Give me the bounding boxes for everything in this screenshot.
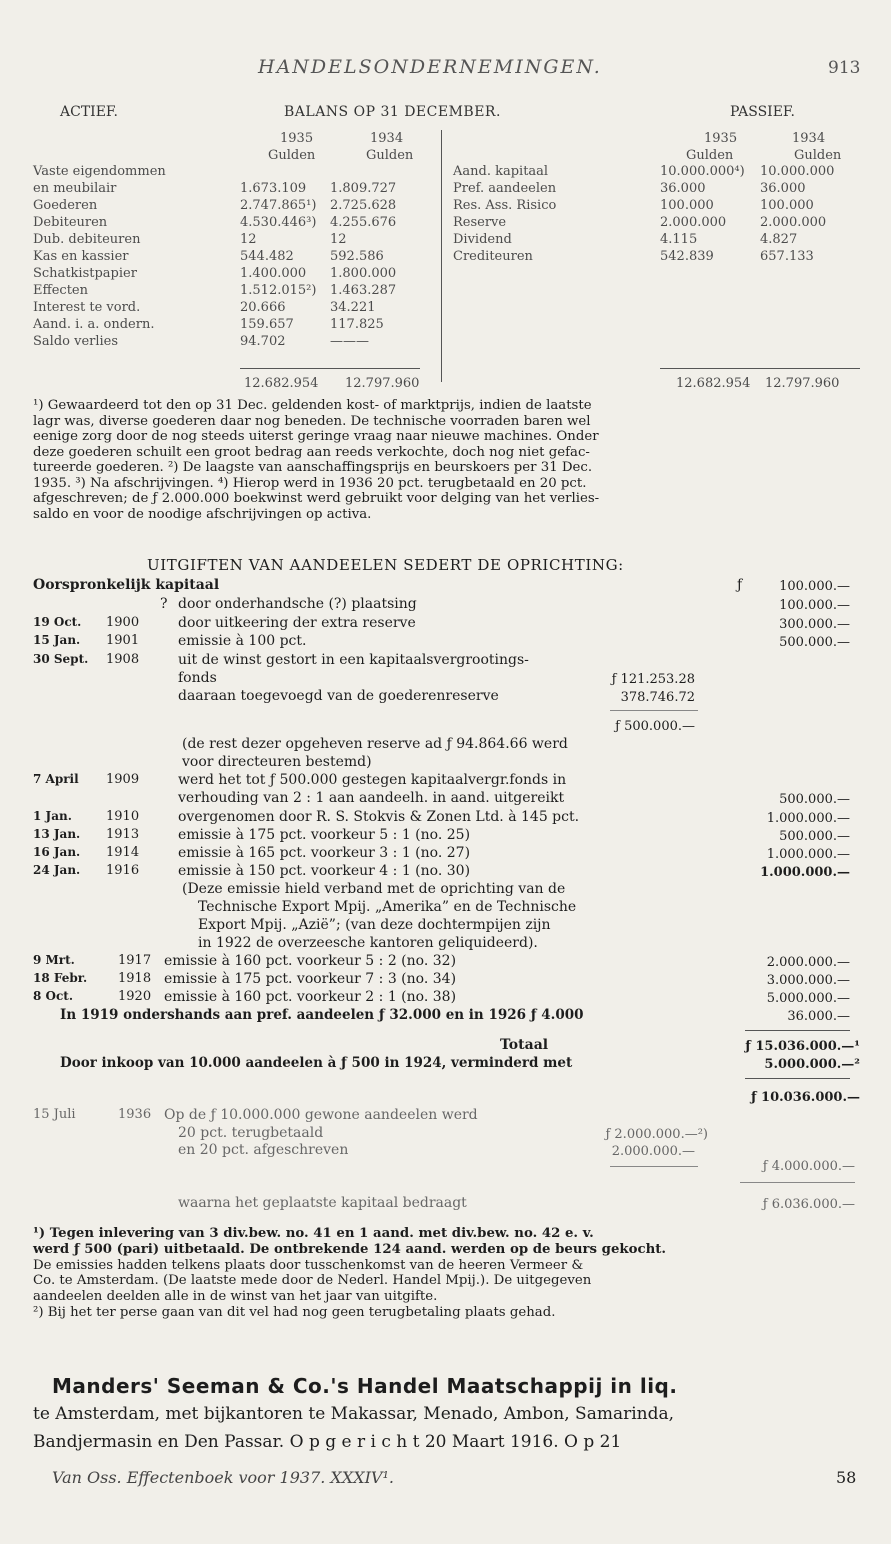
issue-text: emissie à 150 pct. voorkeur 4 : 1 (no. 30) (178, 863, 471, 879)
issue-date: 18 Febr. (33, 971, 88, 985)
issue-date: 8 Oct. (33, 989, 74, 1003)
paren-line: in 1922 de overzeesche kantoren geliquideerd). (198, 935, 538, 951)
note-line: aandeelen deelden alle in de winst van het jaar van uitgifte. (33, 1289, 438, 1305)
totals-rule-left (240, 368, 420, 369)
issue-text: emissie à 175 pct. voorkeur 5 : 1 (no. 25) (178, 827, 471, 843)
issue-year: 1920 (118, 989, 152, 1004)
pref-line: In 1919 ondershands aan pref. aandeelen ƒ 32.000 en in 1926 ƒ 4.000 (60, 1007, 584, 1023)
total-left-1934: 12.797.960 (345, 376, 420, 391)
note-line: werd ƒ 500 (pari) uitbetaald. De ontbrekende 124 aand. werden op de beurs gekocht. (33, 1241, 667, 1257)
issue-amount: 5.000.000.— (766, 991, 850, 1006)
juli-rule (610, 1166, 698, 1167)
issue-text: uit de winst gestort in een kapitaalsvergrootings- (178, 652, 529, 668)
issue-year: 1910 (106, 809, 140, 824)
issue-year: 1916 (106, 863, 140, 878)
paren-line: Export Mpij. „Azië”; (van deze dochtermpijen zijn (198, 917, 551, 933)
asset-1935: 159.657 (240, 317, 294, 332)
liability-1934: 4.827 (760, 232, 798, 247)
juli-line: Op de ƒ 10.000.000 gewone aandeelen werd (164, 1107, 478, 1123)
after-inkoop-amount: ƒ 10.036.000.— (750, 1090, 860, 1105)
year-1935-left: 1935 (280, 131, 314, 146)
paren-line: Technische Export Mpij. „Amerika” en de Technische (198, 899, 577, 915)
asset-1934: 1.800.000 (330, 266, 397, 281)
juli-date: 15 Juli (33, 1107, 76, 1122)
issue-year: 1917 (118, 953, 152, 968)
asset-1934: 12 (330, 232, 347, 247)
currency-left-1: Gulden (268, 148, 316, 163)
issue-date: 24 Jan. (33, 863, 81, 877)
company-line: Bandjermasin en Den Passar. O p g e r i c h t 20 Maart 1916. O p 21 (33, 1432, 622, 1452)
actief-label: ACTIEF. (60, 104, 118, 120)
note-line: eenige zorg door de nog steeds uiterst geringe vraag naar nieuwe machines. Onder (33, 429, 599, 444)
footer-source: Van Oss. Effectenboek voor 1937. XXXIV¹. (52, 1468, 394, 1487)
note-line: 1935. ³) Na afschrijvingen. ⁴) Hierop werd in 1936 20 pct. terugbetaald en 20 pct. (33, 475, 587, 491)
asset-1935: 1.400.000 (240, 266, 307, 281)
issue-amount: 500.000.— (779, 829, 850, 844)
total-right-1935: 12.682.954 (676, 376, 751, 391)
year-1935-right: 1935 (704, 131, 738, 146)
note-line: afgeschreven; de ƒ 2.000.000 boekwinst werd gebruikt voor delging van het verlies- (33, 491, 600, 506)
liability-1934: 36.000 (760, 181, 806, 196)
issue-text: emissie à 165 pct. voorkeur 3 : 1 (no. 27) (178, 845, 471, 861)
issue-text: emissie à 160 pct. voorkeur 2 : 1 (no. 38) (164, 989, 457, 1005)
asset-1934: 4.255.676 (330, 215, 397, 230)
balance-divider (441, 130, 442, 382)
juli-year: 1936 (118, 1107, 152, 1122)
note-line: ¹) Tegen inlevering van 3 div.bew. no. 41 en 1 aand. met div.bew. no. 42 e. v. (33, 1226, 594, 1241)
juli-amount-1: ƒ 2.000.000.—²) (605, 1127, 708, 1142)
note-line: ²) Bij het ter perse gaan van dit vel had nog geen terugbetaling plaats gehad. (33, 1304, 556, 1320)
inkoop-line: Door inkoop van 10.000 aandeelen à ƒ 500 in 1924, verminderd met (60, 1055, 573, 1071)
liability-label: Res. Ass. Risico (453, 198, 557, 213)
issue-amount: 100.000.— (779, 579, 850, 594)
note-line: Co. te Amsterdam. (De laatste mede door de Nederl. Handel Mpij.). De uitgegeven (33, 1273, 592, 1289)
issues-footnotes (33, 1226, 861, 1321)
note-line: lagr was, diverse goederen daar nog beneden. De technische voorraden baren wel (33, 413, 591, 429)
asset-1935: 94.702 (240, 334, 286, 349)
asset-1935: 4.530.446³) (240, 215, 317, 230)
fonds-line: fonds (178, 670, 217, 686)
liability-label: Reserve (453, 215, 507, 230)
paren-line: (Deze emissie hield verband met de oprichting van de (182, 881, 566, 897)
asset-1934: 117.825 (330, 317, 384, 332)
issue-year: 1918 (118, 971, 152, 986)
liability-label: Dividend (453, 232, 512, 247)
liability-label: Aand. kapitaal (453, 164, 549, 179)
issue-amount: 1.000.000.— (760, 865, 850, 880)
note-line: De emissies hadden telkens plaats door tusschenkomst van de heeren Vermeer & (33, 1257, 584, 1273)
liability-label: Pref. aandeelen (453, 181, 557, 196)
issue-fl: ƒ (737, 577, 743, 593)
fonds-amount: ƒ 121.253.28 (611, 672, 695, 687)
asset-label: Interest te vord. (33, 300, 141, 315)
juli-line: en 20 pct. afgeschreven (178, 1142, 349, 1158)
asset-1935: 1.673.109 (240, 181, 307, 196)
asset-label: Vaste eigendommen (33, 164, 166, 179)
juli-amount-2: 2.000.000.— (611, 1144, 695, 1159)
asset-1935: 544.482 (240, 249, 294, 264)
asset-1934: 1.809.727 (330, 181, 397, 196)
issue-text: overgenomen door R. S. Stokvis & Zonen Ltd. à 145 pct. (178, 809, 580, 825)
issue-text: emissie à 160 pct. voorkeur 5 : 2 (no. 32) (164, 953, 457, 969)
final-rule (740, 1182, 855, 1183)
issue-date: 13 Jan. (33, 827, 81, 841)
asset-1934: 34.221 (330, 300, 376, 315)
asset-label: Saldo verlies (33, 334, 119, 349)
totaal-label: Totaal (500, 1037, 549, 1053)
footer-page: 58 (836, 1468, 857, 1487)
subtotal-rule (610, 710, 698, 711)
issue-date: 19 Oct. (33, 615, 82, 629)
liability-1934: 2.000.000 (760, 215, 827, 230)
page-number: 913 (828, 58, 861, 78)
inkoop-amount: 5.000.000.—² (764, 1057, 860, 1072)
liability-1935: 36.000 (660, 181, 706, 196)
issue-text: Oorspronkelijk kapitaal (33, 577, 220, 593)
rest-line: (de rest dezer opgeheven reserve ad ƒ 94.864.66 werd (182, 736, 568, 752)
reserve-amount: 378.746.72 (620, 690, 695, 705)
final-amount: ƒ 6.036.000.— (762, 1197, 855, 1212)
final-line: waarna het geplaatste kapitaal bedraagt (178, 1195, 467, 1211)
company-name: Manders' Seeman & Co.'s Handel Maatschappij in liq. (52, 1374, 678, 1398)
liability-1935: 10.000.000⁴) (660, 164, 745, 179)
asset-1934: 1.463.287 (330, 283, 397, 298)
issue-date: 30 Sept. (33, 652, 89, 666)
asset-label: Kas en kassier (33, 249, 129, 264)
juli-line: 20 pct. terugbetaald (178, 1125, 324, 1141)
asset-1935: 2.747.865¹) (240, 198, 317, 213)
issue-amount: 300.000.— (779, 617, 850, 632)
asset-label: Goederen (33, 198, 98, 213)
asset-1935: 1.512.015²) (240, 283, 317, 298)
issue-year: 1909 (106, 772, 140, 787)
asset-label: Debiteuren (33, 215, 108, 230)
balance-title: BALANS OP 31 DECEMBER. (284, 104, 501, 120)
passief-label: PASSIEF. (730, 104, 795, 120)
liability-1934: 100.000 (760, 198, 814, 213)
currency-right-2: Gulden (794, 148, 842, 163)
issue-date: 7 April (33, 772, 79, 786)
total-right-1934: 12.797.960 (765, 376, 840, 391)
liability-1935: 542.839 (660, 249, 714, 264)
issue-date: 1 Jan. (33, 809, 72, 823)
balance-footnotes (33, 398, 861, 522)
asset-label: Schatkistpapier (33, 266, 137, 281)
issue-amount: 2.000.000.— (766, 955, 850, 970)
issue-year: 1914 (106, 845, 140, 860)
liability-1935: 2.000.000 (660, 215, 727, 230)
liability-1934: 657.133 (760, 249, 814, 264)
issue-year: 1908 (106, 652, 140, 667)
april-amount: 500.000.— (779, 792, 850, 807)
asset-1935: 20.666 (240, 300, 286, 315)
totaal-rule (745, 1030, 850, 1031)
issue-date: 9 Mrt. (33, 953, 75, 967)
note-line: saldo en voor de noodige afschrijvingen op activa. (33, 506, 372, 522)
issue-year: 1913 (106, 827, 140, 842)
asset-1934: ——— (330, 334, 369, 349)
issue-date: 15 Jan. (33, 633, 81, 647)
asset-label: Effecten (33, 283, 88, 298)
subtotal-amount: ƒ 500.000.— (615, 719, 695, 734)
issue-amount: 1.000.000.— (766, 847, 850, 862)
reserve-line: daaraan toegevoegd van de goederenreserve (178, 688, 499, 704)
issue-text: emissie à 175 pct. voorkeur 7 : 3 (no. 34) (164, 971, 457, 987)
issue-amount: 1.000.000.— (766, 811, 850, 826)
asset-1934: 592.586 (330, 249, 384, 264)
company-line: te Amsterdam, met bijkantoren te Makassar, Menado, Ambon, Samarinda, (33, 1404, 675, 1424)
issue-amount: 3.000.000.— (766, 973, 850, 988)
rest-line: voor directeuren bestemd) (182, 754, 372, 770)
issue-year: ? (160, 596, 168, 612)
note-line: deze goederen schuilt een groot bedrag aan reeds verkochte, doch nog niet gefac- (33, 444, 590, 460)
running-header: HANDELSONDERNEMINGEN. (258, 56, 602, 78)
note-line: tureerde goederen. ²) De laagste van aanschaffingsprijs en beurskoers per 31 Dec. (33, 460, 593, 475)
year-1934-left: 1934 (370, 131, 404, 146)
asset-1935: 12 (240, 232, 257, 247)
issue-text: door onderhandsche (?) plaatsing (178, 596, 417, 612)
issue-text: door uitkeering der extra reserve (178, 615, 416, 631)
after-inkoop-rule (745, 1078, 850, 1079)
issues-title: UITGIFTEN VAN AANDEELEN SEDERT DE OPRICHTING: (147, 556, 624, 574)
year-1934-right: 1934 (792, 131, 826, 146)
liability-1935: 4.115 (660, 232, 698, 247)
issue-amount: 500.000.— (779, 635, 850, 650)
totaal-amount: ƒ 15.036.000.—¹ (745, 1039, 860, 1054)
liability-1934: 10.000.000 (760, 164, 835, 179)
asset-label: Aand. i. a. ondern. (33, 317, 155, 332)
april-line: werd het tot ƒ 500.000 gestegen kapitaalvergr.fonds in (178, 772, 567, 788)
asset-label: en meubilair (33, 181, 117, 196)
liability-label: Crediteuren (453, 249, 533, 264)
issue-amount: 100.000.— (779, 598, 850, 613)
issue-date: 16 Jan. (33, 845, 81, 859)
note-line: ¹) Gewaardeerd tot den op 31 Dec. geldenden kost- of marktprijs, indien de laatste (33, 398, 592, 413)
issue-year: 1900 (106, 615, 140, 630)
pref-amount: 36.000.— (787, 1009, 850, 1024)
totals-rule-right (660, 368, 860, 369)
currency-left-2: Gulden (366, 148, 414, 163)
april-line: verhouding van 2 : 1 aan aandeelh. in aand. uitgereikt (178, 790, 565, 806)
juli-total: ƒ 4.000.000.— (762, 1159, 855, 1174)
total-left-1935: 12.682.954 (244, 376, 319, 391)
asset-label: Dub. debiteuren (33, 232, 141, 247)
issue-year: 1901 (106, 633, 140, 648)
asset-1934: 2.725.628 (330, 198, 397, 213)
liability-1935: 100.000 (660, 198, 714, 213)
currency-right-1: Gulden (686, 148, 734, 163)
issue-text: emissie à 100 pct. (178, 633, 307, 649)
